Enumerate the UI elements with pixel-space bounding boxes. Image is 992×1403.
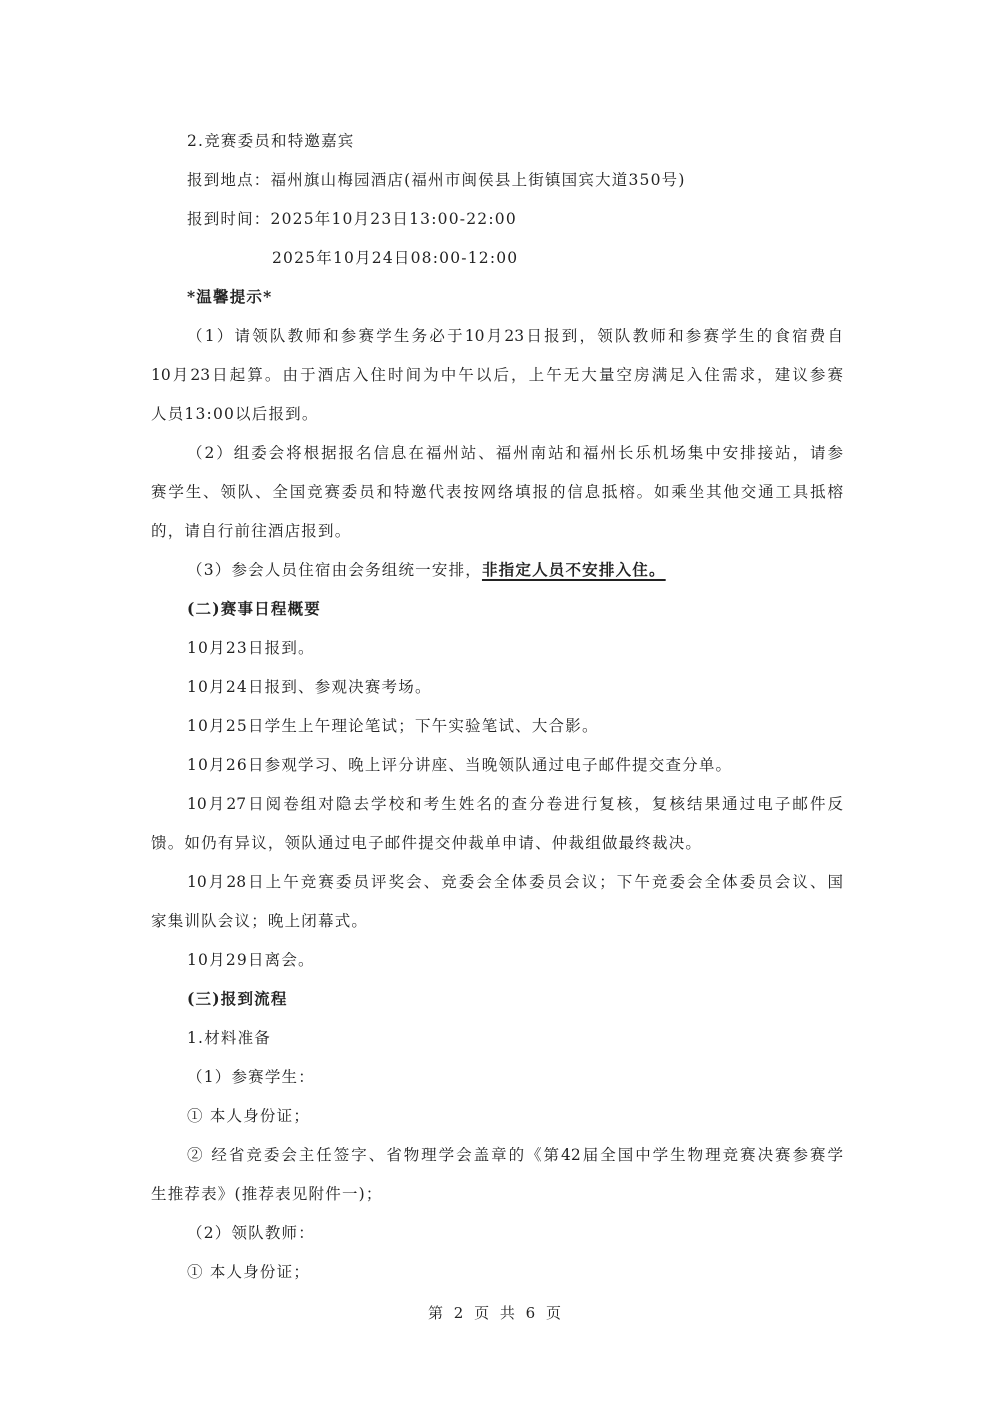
- tip-1-line-3: 人员13:00以后报到。: [151, 405, 319, 423]
- schedule-day-27-line-1: 10月27日阅卷组对隐去学校和考生姓名的查分卷进行复核，复核结果通过电子邮件反: [187, 795, 843, 813]
- materials-heading: 1.材料准备: [187, 1029, 271, 1047]
- schedule-day-28-line-2: 家集训队会议；晚上闭幕式。: [151, 912, 369, 930]
- schedule-day-24: 10月24日报到、参观决赛考场。: [187, 678, 432, 696]
- students-item-1: ① 本人身份证；: [187, 1107, 311, 1125]
- students-heading: （1）参赛学生：: [187, 1068, 315, 1086]
- schedule-day-26: 10月26日参观学习、晚上评分讲座、当晚领队通过电子邮件提交查分单。: [187, 756, 733, 774]
- schedule-day-27-line-2: 馈。如仍有异议，领队通过电子邮件提交仲裁单申请、仲裁组做最终裁决。: [151, 834, 703, 852]
- time-value-2: 2025年10月24日08:00-12:00: [272, 249, 519, 267]
- students-item-2-line-2: 生推荐表》(推荐表见附件一)；: [151, 1185, 383, 1203]
- tip-3: [187, 560, 843, 580]
- time-line-1: [187, 209, 843, 229]
- time-label: 报到时间：: [187, 210, 271, 228]
- schedule-day-29: 10月29日离会。: [187, 951, 315, 969]
- location-label: 报到地点：: [187, 171, 271, 189]
- tip-2-line-3: 的，请自行前往酒店报到。: [151, 522, 352, 540]
- tip-2-line-2: 赛学生、领队、全国竞赛委员和特邀代表按网络填报的信息抵榕。如乘坐其他交通工具抵榕: [151, 483, 843, 501]
- tip-1-line-1: （1）请领队教师和参赛学生务必于10月23日报到，领队教师和参赛学生的食宿费自: [187, 327, 843, 345]
- tip-1-line-2: 10月23日起算。由于酒店入住时间为中午以后，上午无大量空房满足入住需求，建议参赛: [151, 366, 843, 384]
- location-line: [187, 170, 843, 190]
- schedule-day-28-line-1: 10月28日上午竞赛委员评奖会、竞委会全体委员会议；下午竞委会全体委员会议、国: [187, 873, 843, 891]
- teachers-heading: （2）领队教师：: [187, 1224, 315, 1242]
- students-item-2-line-1: ② 经省竞委会主任签字、省物理学会盖章的《第42届全国中学生物理竞赛决赛参赛学: [187, 1146, 843, 1164]
- tip-2-line-1: （2）组委会将根据报名信息在福州站、福州南站和福州长乐机场集中安排接站，请参: [187, 444, 843, 462]
- tip-3-prefix: （3）参会人员住宿由会务组统一安排，: [187, 561, 482, 579]
- tips-heading: *温馨提示*: [187, 287, 273, 306]
- section-heading-guests: 2.竞赛委员和特邀嘉宾: [187, 132, 355, 150]
- schedule-heading: (二)赛事日程概要: [187, 599, 321, 618]
- tip-3-emphasis: 非指定人员不安排入住。: [481, 560, 666, 579]
- page-indicator: 第 2 页 共 6 页: [428, 1304, 564, 1322]
- registration-heading: (三)报到流程: [187, 989, 288, 1008]
- schedule-day-25: 10月25日学生上午理论笔试；下午实验笔试、大合影。: [187, 717, 599, 735]
- location-value: 福州旗山梅园酒店(福州市闽侯县上街镇国宾大道350号): [270, 171, 686, 189]
- schedule-day-23: 10月23日报到。: [187, 639, 315, 657]
- time-value-1: 2025年10月23日13:00-22:00: [270, 210, 517, 228]
- teachers-item-1: ① 本人身份证；: [187, 1263, 311, 1281]
